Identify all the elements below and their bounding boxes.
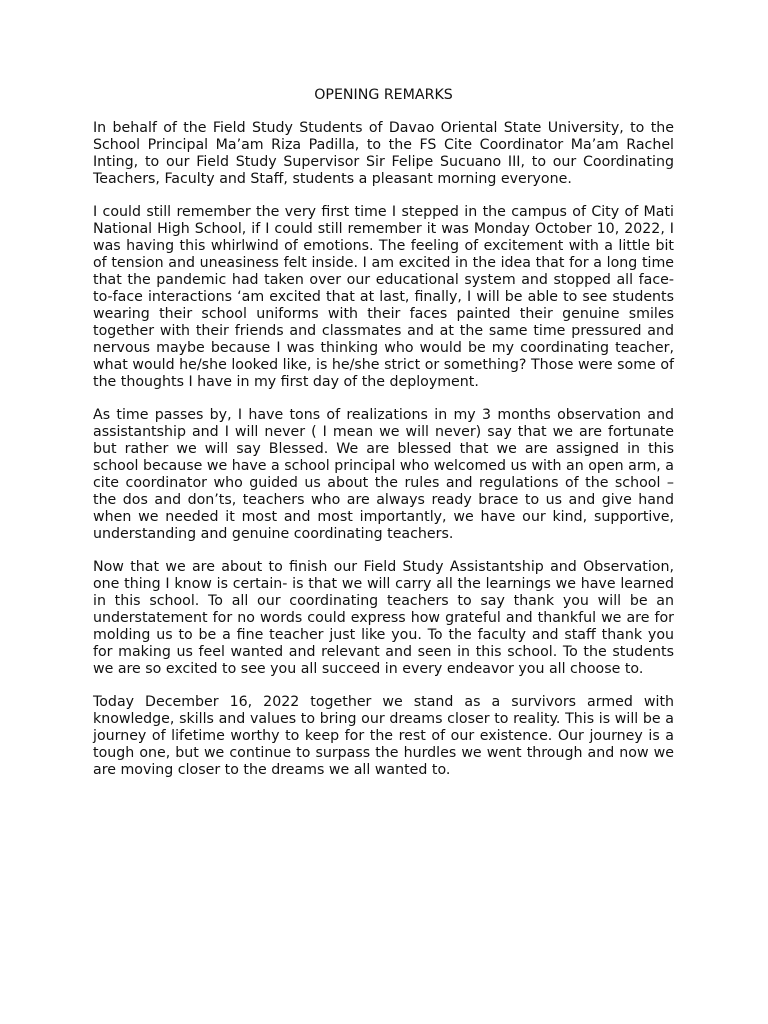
paragraph-greeting: In behalf of the Field Study Students of Davao Oriental State University, to the School Principal Ma’am Riza Padilla, to the FS Cite Coordinator Ma’am Rachel Inting, to our Field Study Supervisor Sir Felipe Sucuano III, to our Coordinating Teachers, Faculty and Staff, students a pleasant morning everyone.: [93, 120, 674, 187]
document-body: [93, 87, 674, 795]
paragraph-realizations: As time passes by, I have tons of realizations in my 3 months observation and assistantship and I will never ( I mean we will never) say that we are fortunate but rather we will say Blessed. We are blessed that we are assigned in this school because we have a school principal who welcomed us with an open arm, a cite coordinator who guided us about the rules and regulations of the school – the dos and don’ts, teachers who are always ready brace to us and give hand when we needed it most and most importantly, we have our kind, supportive, understanding and genuine coordinating teachers.: [93, 407, 674, 542]
paragraph-first-day: I could still remember the very first time I stepped in the campus of City of Mati National High School, if I could still remember it was Monday October 10, 2022, I was having this whirlwind of emotions. The feeling of excitement with a little bit of tension and uneasiness felt inside. I am excited in the idea that for a long time that the pandemic had taken over our educational system and stopped all face-to-face interactions ‘am excited that at last, finally, I will be able to see students wearing their school uniforms with their faces painted their genuine smiles together with their friends and classmates and at the same time pressured and nervous maybe because I was thinking who would be my coordinating teacher, what would he/she looked like, is he/she strict or something? Those were some of the thoughts I have in my first day of the deployment.: [93, 204, 674, 390]
document-title: OPENING REMARKS: [314, 87, 453, 103]
paragraph-closing: Today December 16, 2022 together we stand as a survivors armed with knowledge, skills and values to bring our dreams closer to reality. This is will be a journey of lifetime worthy to keep for the rest of our existence. Our journey is a tough one, but we continue to surpass the hurdles we went through and now we are moving closer to the dreams we all wanted to.: [93, 694, 674, 778]
paragraph-gratitude: Now that we are about to finish our Field Study Assistantship and Observation, one thing I know is certain- is that we will carry all the learnings we have learned in this school. To all our coordinating teachers to say thank you will be an understatement for no words could express how grateful and thankful we are for molding us to be a fine teacher just like you. To the faculty and staff thank you for making us feel wanted and relevant and seen in this school. To the students we are so excited to see you all succeed in every endeavor you all choose to.: [93, 559, 674, 677]
